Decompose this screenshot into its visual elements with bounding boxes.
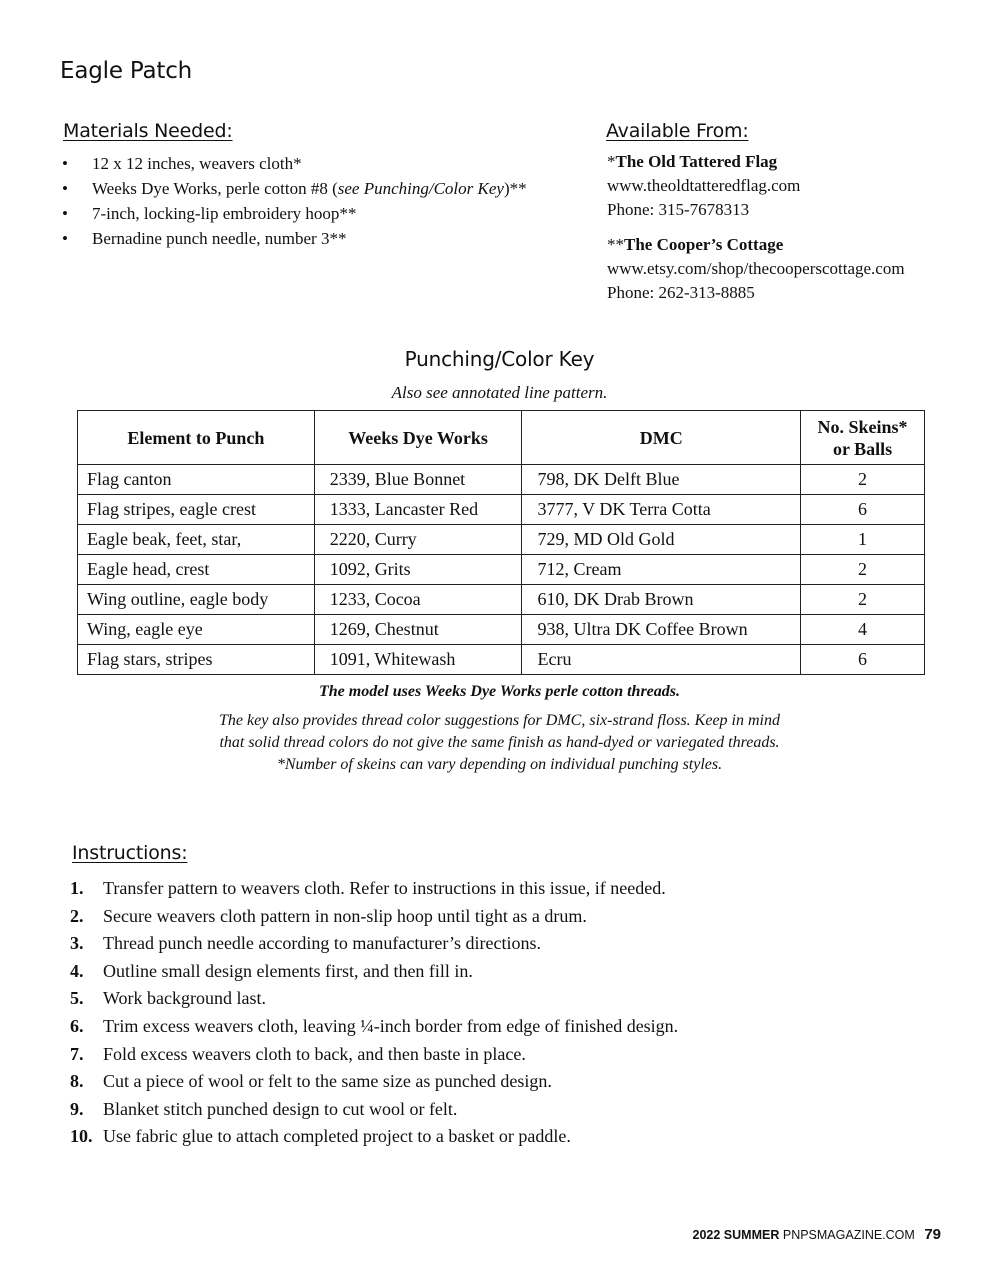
table-cell: 729, MD Old Gold <box>522 525 801 555</box>
vendor-block <box>607 150 800 222</box>
model-note: The model uses Weeks Dye Works perle cotton threads. <box>318 683 681 700</box>
color-key-heading: Punching/Color Key <box>404 347 595 371</box>
column-header: DMC <box>522 411 801 465</box>
step-number: 8. <box>70 1071 84 1092</box>
step-number: 4. <box>70 960 84 981</box>
instructions-heading: Instructions: <box>72 842 188 864</box>
table-cell: 2 <box>801 585 925 615</box>
table-cell: 4 <box>801 615 925 645</box>
table-cell: 3777, V DK Terra Cotta <box>522 495 801 525</box>
table-cell: 2 <box>801 555 925 585</box>
color-key-table <box>77 410 925 675</box>
materials-item-text: 12 x 12 inches, weavers cloth* <box>92 154 302 173</box>
instructions-list <box>70 875 678 1151</box>
vendor-url[interactable]: www.theoldtatteredflag.com <box>607 176 801 195</box>
materials-item-emphasis: see Punching/Color Key <box>337 179 504 198</box>
materials-item-text: Weeks Dye Works, perle cotton #8 ( <box>92 179 338 198</box>
step-text: Blanket stitch punched design to cut wool or felt. <box>103 1098 458 1119</box>
table-row <box>78 465 925 495</box>
step-text: Work background last. <box>103 988 267 1009</box>
instruction-step <box>70 1068 678 1096</box>
table-cell: 1269, Chestnut <box>314 615 522 645</box>
table-cell: 2339, Blue Bonnet <box>314 465 522 495</box>
table-cell: Flag canton <box>78 465 315 495</box>
instruction-step <box>70 958 678 986</box>
step-text: Secure weavers cloth pattern in non-slip hoop until tight as a drum. <box>103 905 587 926</box>
table-row <box>78 615 925 645</box>
vendor-name-line <box>607 233 905 257</box>
table-row <box>78 495 925 525</box>
table-cell: Flag stars, stripes <box>78 645 315 675</box>
column-header: Weeks Dye Works <box>314 411 522 465</box>
instruction-step <box>70 930 678 958</box>
vendor-prefix: ** <box>607 235 624 254</box>
step-text: Trim excess weavers cloth, leaving ¼-inch border from edge of finished design. <box>103 1015 679 1036</box>
materials-item <box>60 176 527 201</box>
instruction-step <box>70 1013 678 1041</box>
vendor-prefix: * <box>607 152 616 171</box>
table-cell: 1233, Cocoa <box>314 585 522 615</box>
page-footer <box>693 1226 941 1243</box>
step-text: Use fabric glue to attach completed project to a basket or paddle. <box>103 1126 571 1147</box>
table-cell: 712, Cream <box>522 555 801 585</box>
table-cell: 6 <box>801 495 925 525</box>
table-cell: 2 <box>801 465 925 495</box>
key-note-line: that solid thread colors do not give the same finish as hand-dyed or variegated threads. <box>219 734 780 751</box>
step-text: Fold excess weavers cloth to back, and then baste in place. <box>103 1043 526 1064</box>
table-header-row <box>78 411 925 465</box>
materials-heading: Materials Needed: <box>63 120 233 142</box>
page-title: Eagle Patch <box>60 58 193 84</box>
step-number: 9. <box>70 1098 84 1119</box>
step-number: 7. <box>70 1043 84 1064</box>
vendor-name-line <box>607 150 800 174</box>
table-cell: Ecru <box>522 645 801 675</box>
instruction-step <box>70 1123 678 1151</box>
materials-item <box>60 201 527 226</box>
materials-item-text: )** <box>503 179 527 198</box>
column-header: Element to Punch <box>78 411 315 465</box>
column-header: No. Skeins* or Balls <box>801 411 925 465</box>
table-row <box>78 645 925 675</box>
table-cell: Eagle head, crest <box>78 555 315 585</box>
step-text: Cut a piece of wool or felt to the same size as punched design. <box>103 1071 552 1092</box>
table-cell: 1092, Grits <box>314 555 522 585</box>
table-cell: 610, DK Drab Brown <box>522 585 801 615</box>
materials-item-text: Bernadine punch needle, number 3** <box>92 229 347 248</box>
available-from-heading: Available From: <box>606 120 749 142</box>
instruction-step <box>70 1041 678 1069</box>
key-note-line: *Number of skeins can vary depending on individual punching styles. <box>276 756 723 773</box>
step-text: Thread punch needle according to manufacturer’s directions. <box>103 933 541 954</box>
instruction-step <box>70 1096 678 1124</box>
step-text: Outline small design elements first, and then fill in. <box>103 960 473 981</box>
materials-item <box>60 226 527 251</box>
footer-issue: 2022 SUMMER <box>692 1228 780 1242</box>
table-cell: 1333, Lancaster Red <box>314 495 522 525</box>
table-cell: 6 <box>801 645 925 675</box>
instruction-step <box>70 875 678 903</box>
table-row <box>78 585 925 615</box>
key-notes <box>150 710 849 776</box>
step-number: 10. <box>70 1126 93 1147</box>
table-row <box>78 555 925 585</box>
vendor-block <box>607 233 905 305</box>
table-cell: 938, Ultra DK Coffee Brown <box>522 615 801 645</box>
step-number: 5. <box>70 988 84 1009</box>
page-number: 79 <box>924 1226 941 1243</box>
key-note-line: The key also provides thread color suggestions for DMC, six-strand floss. Keep in mind <box>219 712 780 729</box>
table-row <box>78 525 925 555</box>
table-cell: Flag stripes, eagle crest <box>78 495 315 525</box>
footer-site: PNPSMAGAZINE.COM <box>782 1228 915 1242</box>
materials-list <box>60 151 527 251</box>
vendor-name: The Old Tattered Flag <box>615 152 778 171</box>
instruction-step <box>70 903 678 931</box>
vendor-phone: Phone: 262-313-8885 <box>607 283 755 302</box>
table-cell: Wing outline, eagle body <box>78 585 315 615</box>
color-key-subtitle: Also see annotated line pattern. <box>391 383 608 402</box>
step-number: 1. <box>70 878 84 898</box>
vendor-url[interactable]: www.etsy.com/shop/thecooperscottage.com <box>607 259 905 278</box>
materials-item <box>60 151 527 176</box>
vendor-name: The Cooper’s Cottage <box>624 235 784 254</box>
table-cell: 2220, Curry <box>314 525 522 555</box>
instruction-step <box>70 985 678 1013</box>
step-number: 2. <box>70 905 84 926</box>
table-cell: 1 <box>801 525 925 555</box>
table-cell: 1091, Whitewash <box>314 645 522 675</box>
materials-item-text: 7-inch, locking-lip embroidery hoop** <box>92 204 357 223</box>
vendor-phone: Phone: 315-7678313 <box>607 200 750 219</box>
step-text: Transfer pattern to weavers cloth. Refer to instructions in this issue, if needed. <box>103 878 666 898</box>
table-cell: Eagle beak, feet, star, <box>78 525 315 555</box>
table-cell: 798, DK Delft Blue <box>522 465 801 495</box>
step-number: 6. <box>70 1015 84 1036</box>
table-cell: Wing, eagle eye <box>78 615 315 645</box>
step-number: 3. <box>70 933 84 954</box>
